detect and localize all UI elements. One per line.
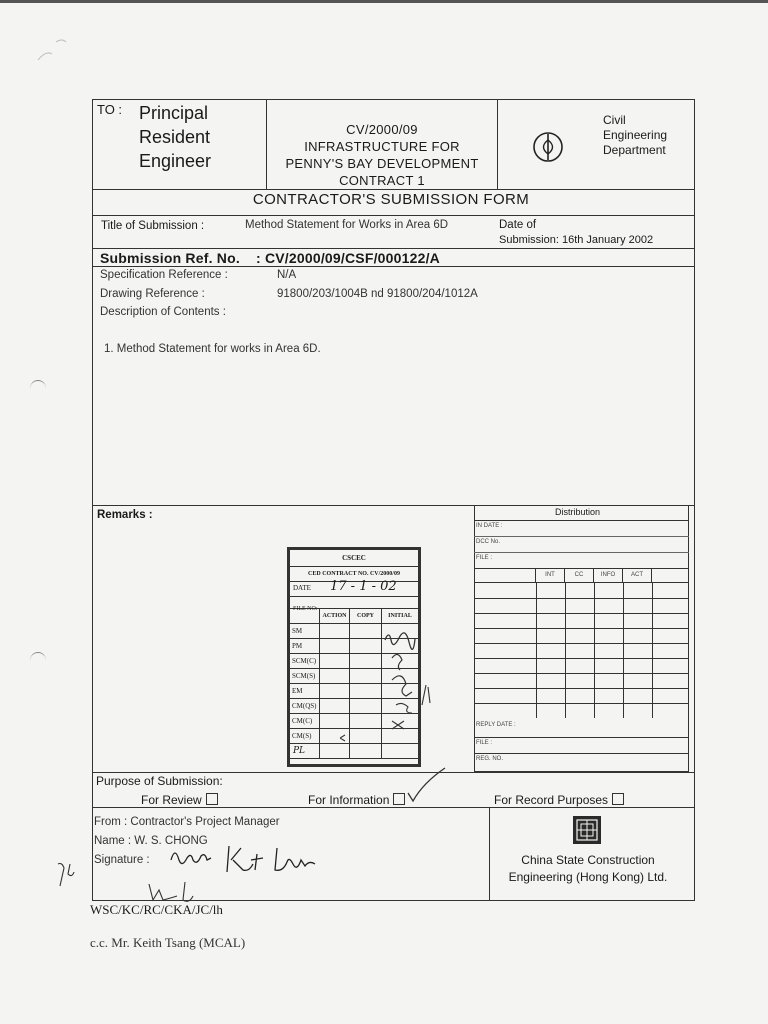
stamp-row-label: CM(S) — [290, 729, 320, 744]
stamp-row-label: CM(C) — [290, 714, 320, 729]
spec-reference-label: Specification Reference : — [100, 269, 228, 281]
stamp-row-label: PM — [290, 639, 320, 654]
cc-line: c.c. Mr. Keith Tsang (MCAL) — [90, 935, 246, 950]
drawing-reference-label: Drawing Reference : — [100, 288, 205, 300]
stamp-contract: CED CONTRACT NO. CV/2000/09 — [290, 567, 418, 582]
for-record-checkbox[interactable] — [612, 793, 624, 805]
distribution-file-2: FILE : — [476, 740, 493, 746]
distribution-reg-no: REG. NO. — [476, 756, 504, 762]
margin-initials — [52, 858, 82, 890]
contents-item: 1. Method Statement for works in Area 6D. — [104, 343, 321, 355]
department-line: Department — [603, 143, 666, 157]
distribution-column-header: CC — [565, 569, 594, 583]
department-line: Civil — [603, 113, 626, 127]
divider — [474, 536, 689, 537]
cscec-logo-icon — [572, 815, 602, 845]
date-label: Date of — [499, 219, 537, 231]
distribution-in-date: IN DATE : — [476, 523, 503, 529]
divider — [474, 737, 689, 738]
divider — [92, 215, 695, 216]
spec-reference-value: N/A — [277, 269, 297, 281]
department-name — [603, 113, 667, 158]
check-mark-icon — [404, 765, 449, 805]
stamp-org: CSCEC — [290, 550, 418, 567]
contract-line: CV/2000/09 — [346, 122, 418, 137]
distribution-title: Distribution — [555, 507, 601, 517]
handwritten-signature — [165, 840, 320, 878]
divider — [474, 520, 689, 521]
recipient-line: Engineer — [139, 151, 212, 171]
stamp-file-label: FILE NO: — [293, 606, 318, 612]
punch-hole-mark — [30, 652, 46, 669]
company-name — [490, 852, 686, 886]
department-line: Engineering — [603, 128, 668, 142]
for-review-checkbox[interactable] — [206, 793, 218, 805]
stamp-column-header: ACTION — [320, 609, 350, 624]
divider — [474, 552, 689, 553]
for-information-option[interactable] — [308, 793, 405, 807]
for-record-label: For Record Purposes — [494, 793, 609, 807]
from-line: From : Contractor's Project Manager — [94, 816, 280, 828]
scan-top-edge — [0, 0, 768, 3]
distribution-column-header: INT — [536, 569, 565, 583]
reference-initials: WSC/KC/RC/CKA/JC/lh — [90, 902, 223, 917]
stamp-row-label: SCM(S) — [290, 669, 320, 684]
stamp-row-label: SM — [290, 624, 320, 639]
contract-line: INFRASTRUCTURE FOR — [304, 139, 460, 154]
stamp-column-header: INITIAL — [382, 609, 418, 624]
stamp-row-label: EM — [290, 684, 320, 699]
divider — [92, 248, 695, 249]
stamp-row-label: CM(QS) — [290, 699, 320, 714]
divider — [474, 753, 689, 754]
scan-mark — [30, 30, 80, 70]
distribution-column-header: INFO — [594, 569, 623, 583]
divider — [92, 772, 695, 773]
distribution-file: FILE : — [476, 555, 493, 561]
stamp-row-label: SCM(C) — [290, 654, 320, 669]
contract-line: CONTRACT 1 — [339, 173, 425, 188]
distribution-column-header: ACT — [623, 569, 652, 583]
handwritten-initials — [340, 625, 450, 745]
contract-title — [268, 121, 496, 189]
distribution-reply-date: REPLY DATE : — [476, 722, 516, 728]
divider — [92, 807, 695, 808]
signature-label: Signature : — [94, 854, 150, 866]
distribution-grid-lines — [474, 583, 689, 719]
recipient-line: Principal — [139, 103, 209, 123]
stamp-date-value: 17 - 1 - 02 — [330, 579, 397, 594]
title-of-submission-value: Method Statement for Works in Area 6D — [245, 219, 449, 231]
stamp-date-label: DATE — [293, 584, 311, 592]
purpose-label: Purpose of Submission: — [96, 774, 223, 788]
description-label: Description of Contents : — [100, 306, 226, 318]
stamp-row-label: PL — [290, 744, 320, 759]
punch-hole-mark — [30, 380, 46, 397]
form-title: CONTRACTOR'S SUBMISSION FORM — [252, 191, 530, 208]
contract-line: PENNY'S BAY DEVELOPMENT — [285, 156, 479, 171]
for-record-option[interactable] — [494, 793, 624, 807]
stamp-date-row — [290, 579, 418, 597]
ced-logo-icon — [531, 130, 565, 164]
for-information-label: For Information — [308, 793, 390, 807]
remarks-label: Remarks : — [97, 509, 153, 521]
for-review-option[interactable] — [141, 793, 218, 807]
name-line: Name : W. S. CHONG — [94, 835, 208, 847]
to-label: TO : — [97, 102, 123, 117]
stamp-column-header: COPY — [350, 609, 382, 624]
recipient-name — [139, 101, 211, 173]
distribution-dcc-no: DCC No. — [476, 539, 501, 545]
title-of-submission-label: Title of Submission : — [101, 220, 205, 232]
date-of-submission: Submission: 16th January 2002 — [499, 234, 654, 246]
submission-ref-value: : CV/2000/09/CSF/000122/A — [256, 250, 440, 266]
submission-ref-label: Submission Ref. No. — [100, 250, 240, 266]
company-line: China State Construction — [521, 853, 655, 867]
stamp-file-row — [290, 597, 418, 612]
drawing-reference-value: 91800/203/1004B nd 91800/204/1012A — [277, 288, 478, 300]
for-review-label: For Review — [141, 793, 202, 807]
recipient-line: Resident — [139, 127, 211, 147]
company-line: Engineering (Hong Kong) Ltd. — [508, 870, 668, 884]
divider — [92, 266, 695, 267]
